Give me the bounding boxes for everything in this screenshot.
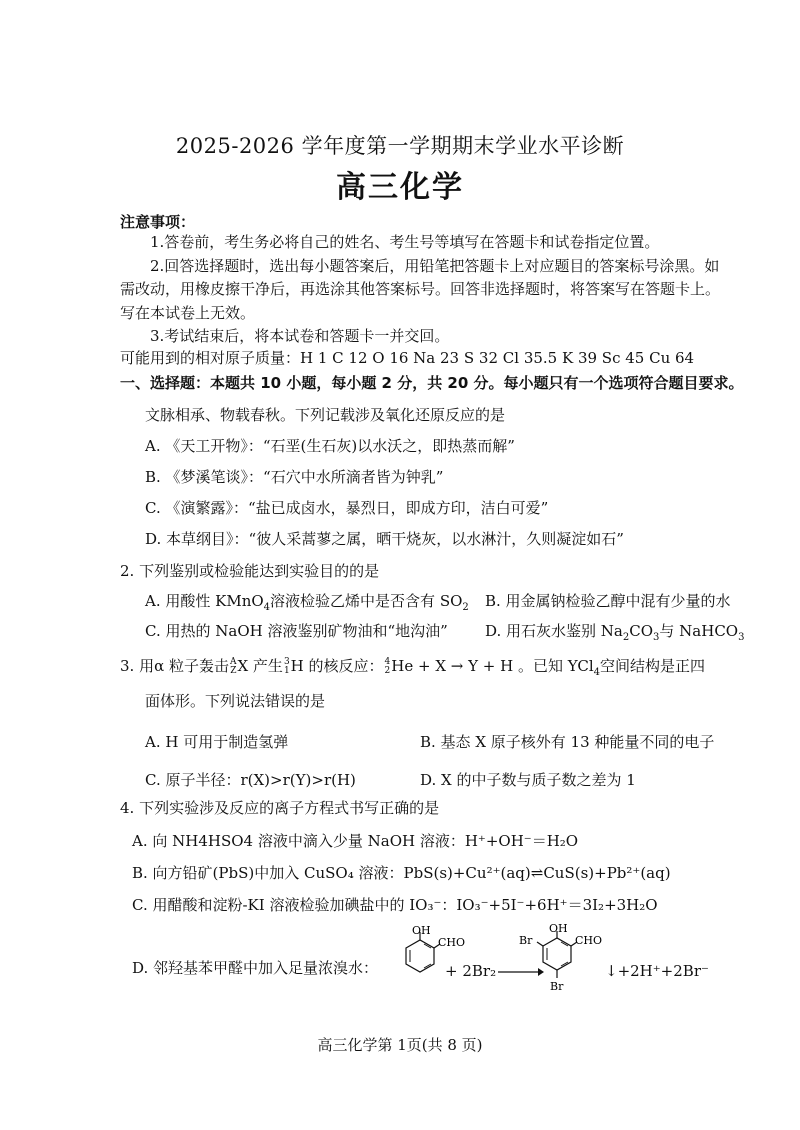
- q3-stem: 3. 用α 粒子轰击A ZX 产生3 1H 的核反应：4 2He + X → Y + H 。已知 YCl$_4$空间结构是正四: [120, 657, 706, 678]
- q1-option-b: B. 《梦溪笔谈》：“石穴中水所滴者皆为钟乳”: [145, 468, 444, 486]
- q1-stem: 文脉相承、物载春秋。下列记载涉及氧化还原反应的是: [145, 406, 506, 424]
- q2-stem: 2. 下列鉴别或检验能达到实验目的的是: [120, 562, 380, 580]
- note-line-3: 需改动，用橡皮擦干净后，再选涂其他答案标号。回答非选择题时，将答案写在答题卡上。: [120, 280, 721, 298]
- q3-option-b: B. 基态 X 原子核外有 13 种能量不同的电子: [420, 733, 715, 751]
- q2-option-d: D. 用石灰水鉴别 $Na_2CO_3$与 NaHCO$_3$: [485, 622, 745, 643]
- product-oh-label: OH: [549, 922, 568, 935]
- note-line-1: 1.答卷前，考生务必将自己的姓名、考生号等填写在答题卡和试卷指定位置。: [150, 233, 660, 251]
- product-cho-label: CHO: [575, 934, 603, 947]
- q4-option-a: A. 向 NH4HSO4 溶液中滴入少量 NaOH 溶液：H⁺+OH⁻＝H₂O: [132, 832, 579, 850]
- notes-heading: 注意事项：: [120, 213, 196, 231]
- q4-option-c: C. 用醋酸和淀粉-KI 溶液检验加碘盐中的 IO₃⁻：IO₃⁻+5I⁻+6H⁺＝3I₂+3H₂O: [132, 896, 658, 914]
- dibromosalicylaldehyde-structure: [505, 924, 615, 1000]
- note-line-2: 2.回答选择题时，选出每小题答案后，用铅笔把答题卡上对应题目的答案标号涂黑。如: [150, 257, 720, 275]
- q4-stem: 4. 下列实验涉及反应的离子方程式书写正确的是: [120, 799, 440, 817]
- page-footer: 高三化学第 1页(共 8 页): [317, 1036, 483, 1054]
- section1-heading: 一、选择题：本题共 10 小题，每小题 2 分，共 20 分。每小题只有一个选项符合题目要求。: [120, 374, 744, 392]
- q3-stem-line2: 面体形。下列说法错误的是: [145, 692, 326, 710]
- q3-reaction: He + X → Y + H 。已知 YCl: [391, 657, 594, 675]
- q3-option-a: A. H 可用于制造氢弹: [145, 733, 289, 751]
- q3-option-c: C. 原子半径：r(X)>r(Y)>r(H): [145, 771, 356, 789]
- reactant-oh-label: OH: [412, 924, 431, 937]
- q1-option-d: D. 本草纲目》：“彼人采蒿蓼之属，晒干烧灰，以水淋汁，久则凝淀如石”: [145, 530, 624, 548]
- subject-title: 高三化学: [336, 170, 464, 205]
- reactant-cho-label: CHO: [438, 936, 466, 949]
- q1-option-a: A. 《天工开物》：“石垩(生石灰)以水沃之，即热蒸而解”: [145, 437, 515, 455]
- exam-title: 2025-2026 学年度第一学期期末学业水平诊断: [175, 134, 625, 158]
- product-br-top-label: Br: [519, 934, 533, 947]
- atomic-masses: 可能用到的相对原子质量：H 1 C 12 O 16 Na 23 S 32 Cl 35.5 K 39 Sc 45 Cu 64: [120, 349, 695, 367]
- q4-option-d-reagent: + 2Br₂: [445, 962, 497, 980]
- product-br-bottom-label: Br: [550, 980, 564, 993]
- q4-option-d-product: ↓+2H⁺+2Br⁻: [605, 962, 709, 980]
- q4-option-b: B. 向方铅矿(PbS)中加入 CuSO₄ 溶液：PbS(s)+Cu²⁺(aq)⇌CuS(s)+Pb²⁺(aq): [132, 864, 671, 882]
- note-line-5: 3.考试结束后，将本试卷和答题卡一并交回。: [150, 327, 450, 345]
- q2-option-c: C. 用热的 NaOH 溶液鉴别矿物油和“地沟油”: [145, 622, 448, 640]
- q2-option-a: A. 用酸性 KMnO$_4$溶液检验乙烯中是否含有 $SO_2$: [145, 592, 469, 613]
- note-line-4: 写在本试卷上无效。: [120, 304, 256, 322]
- q4-option-d-label: D. 邻羟基苯甲醛中加入足量浓溴水：: [132, 959, 379, 977]
- q2-option-b: B. 用金属钠检验乙醇中混有少量的水: [485, 592, 731, 610]
- q3-option-d: D. X 的中子数与质子数之差为 1: [420, 771, 636, 789]
- q1-option-c: C. 《演繁露》：“盐已成卤水，暴烈日，即成方印，洁白可爱”: [145, 499, 549, 517]
